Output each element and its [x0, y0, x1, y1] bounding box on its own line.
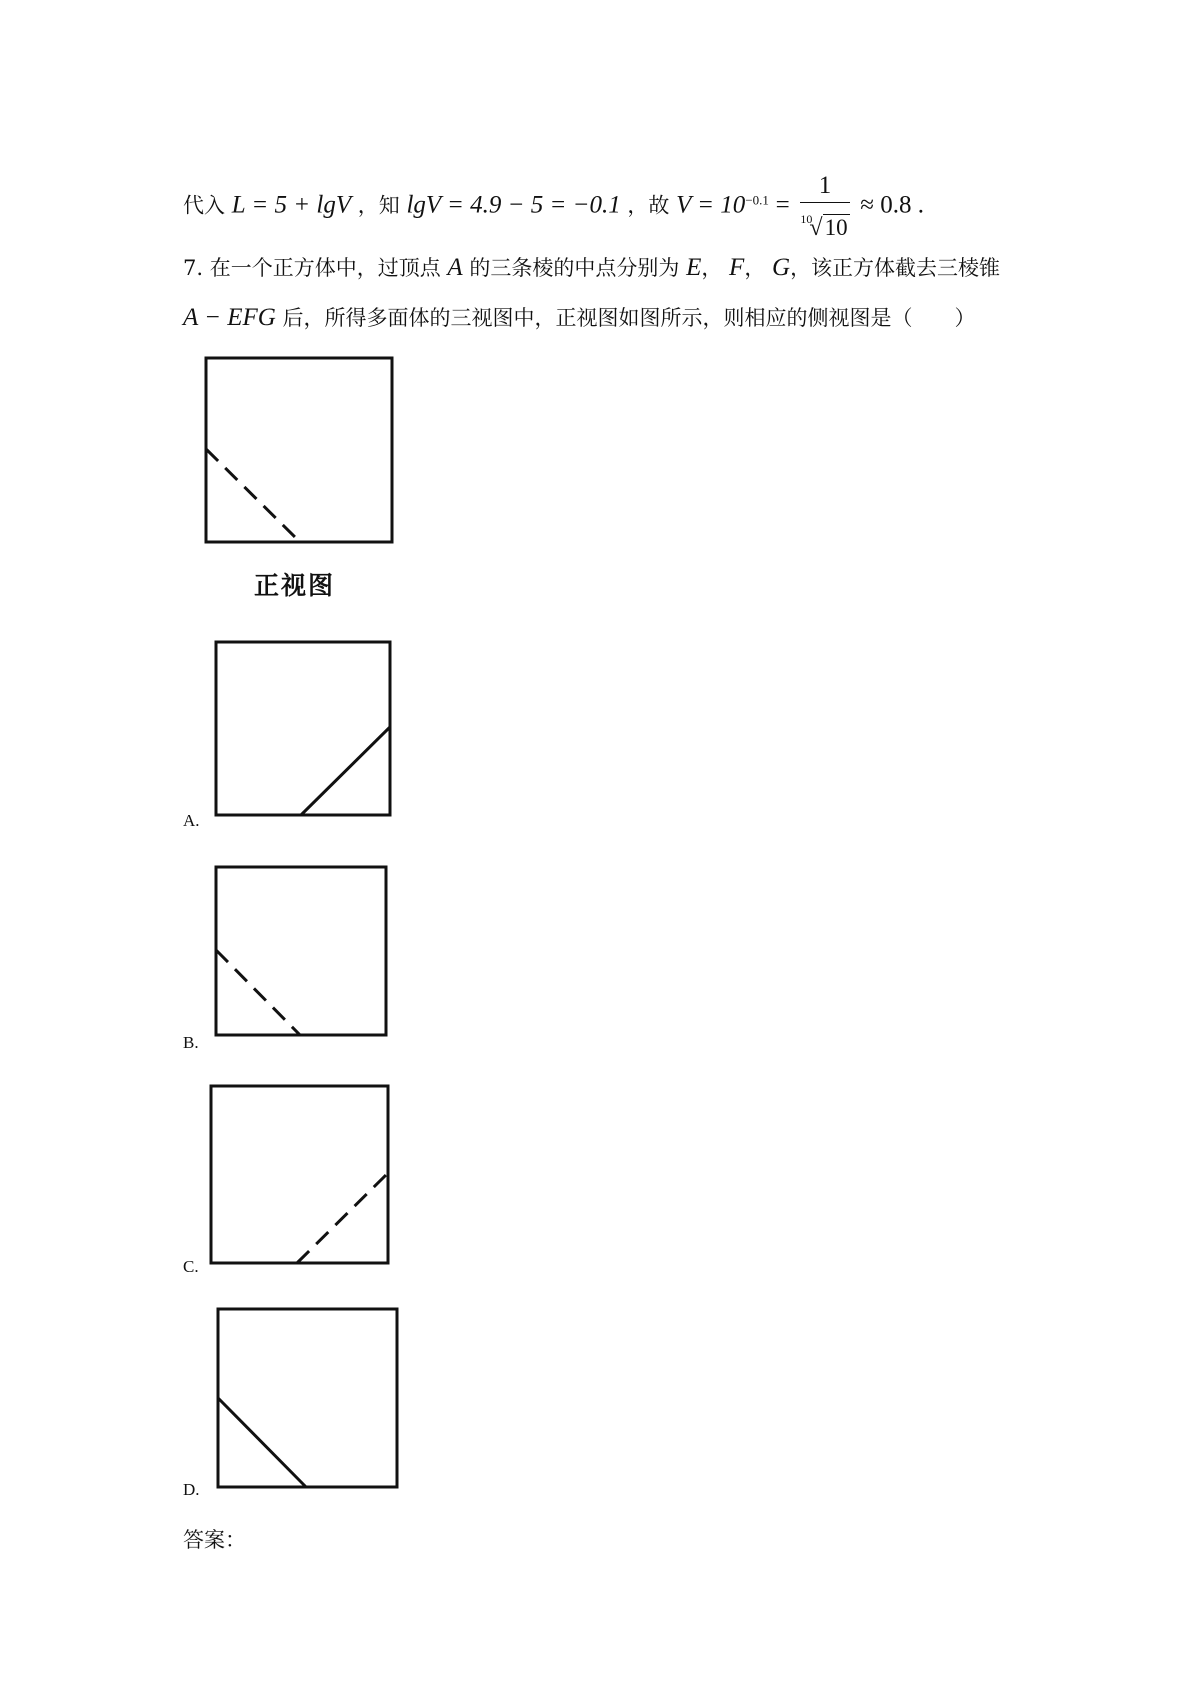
question-text-c: ，该正方体截去三棱锥 [790, 256, 1001, 280]
question-text-b: 的三条棱的中点分别为 [469, 256, 680, 280]
option-d-edge [218, 1398, 306, 1487]
var-a: A [447, 254, 463, 281]
root-index: 10 [800, 212, 813, 226]
fraction-numerator: 1 [800, 172, 849, 203]
formula-v-exponent: −0.1 [745, 192, 769, 208]
var-f: F [729, 254, 745, 281]
front-view-caption: 正视图 [254, 571, 336, 600]
prev-solution-prefix: 代入 [183, 193, 225, 218]
var-e: E [686, 254, 702, 281]
sep-1: ， [701, 256, 723, 280]
formula-v: V = 10 [676, 191, 746, 219]
formula-eq: = [775, 191, 790, 219]
formula-l: L = 5 + lgV [231, 191, 352, 219]
option-c-label[interactable]: C. [183, 1257, 199, 1276]
radical-sign-icon: √ [809, 215, 823, 241]
var-a-efg: A − EFG [183, 304, 276, 331]
formula-lgv: lgV = 4.9 − 5 = −0.1 [406, 191, 621, 219]
var-g: G [772, 254, 791, 281]
root-radicand: 10 [824, 215, 848, 240]
question-text-a: 7. 在一个正方体中，过顶点 [183, 256, 441, 280]
prev-solution-mid2: ，故 [627, 193, 670, 218]
answer-label: 答案： [183, 1528, 246, 1552]
sep-2: ， [744, 256, 766, 280]
prev-solution-mid: ，知 [357, 193, 400, 218]
option-b-label[interactable]: B. [183, 1033, 199, 1052]
option-d-label[interactable]: D. [183, 1480, 200, 1499]
option-a-label[interactable]: A. [183, 811, 200, 830]
question-text-d: 后，所得多面体的三视图中，正视图如图所示，则相应的侧视图是（ ） [282, 306, 976, 330]
formula-tail: ≈ 0.8 . [860, 191, 924, 219]
option-d-square [218, 1309, 397, 1487]
